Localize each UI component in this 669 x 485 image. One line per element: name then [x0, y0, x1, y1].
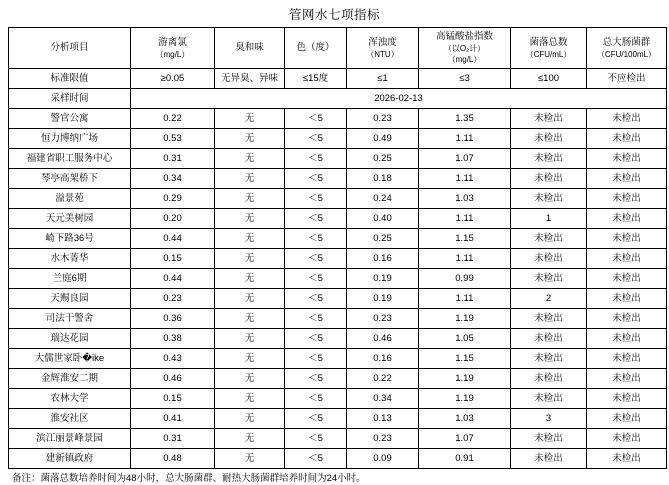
cell-turbidity: 0.13 — [347, 409, 419, 429]
standard-colony: ≤100 — [511, 69, 587, 89]
table-row — [9, 349, 667, 369]
cell-odor-taste: 无 — [215, 149, 285, 169]
column-header-color — [285, 28, 347, 69]
cell-site-name: 司法干警舍 — [9, 309, 131, 329]
cell-site-name: 滨江丽景峰景园 — [9, 429, 131, 449]
cell-site-name: 大儒世家卧�ike — [9, 349, 131, 369]
cell-color: ＜5 — [285, 149, 347, 169]
table-row — [9, 109, 667, 129]
cell-free-chlorine: 0.20 — [131, 209, 215, 229]
standard-coliform: 不应检出 — [587, 69, 667, 89]
cell-odor-taste: 无 — [215, 109, 285, 129]
cell-total-coliform: 未检出 — [587, 429, 667, 449]
table-row — [9, 329, 667, 349]
cell-site-name: 农林大学 — [9, 389, 131, 409]
cell-odor-taste: 无 — [215, 249, 285, 269]
cell-free-chlorine: 0.31 — [131, 149, 215, 169]
cell-free-chlorine: 0.29 — [131, 189, 215, 209]
table-row — [9, 449, 667, 469]
cell-turbidity: 0.16 — [347, 249, 419, 269]
cell-total-coliform: 未检出 — [587, 269, 667, 289]
cell-colony-count: 未检出 — [511, 349, 587, 369]
header-main-text: 臭和味 — [235, 42, 264, 53]
cell-colony-count: 3 — [511, 409, 587, 429]
cell-color: ＜5 — [285, 409, 347, 429]
cell-odor-taste: 无 — [215, 369, 285, 389]
cell-turbidity: 0.40 — [347, 209, 419, 229]
column-header-free-chlorine — [131, 28, 215, 69]
table-row — [9, 229, 667, 249]
cell-permanganate: 1.19 — [419, 389, 511, 409]
cell-odor-taste: 无 — [215, 289, 285, 309]
cell-colony-count: 未检出 — [511, 129, 587, 149]
cell-turbidity: 0.23 — [347, 309, 419, 329]
standard-free-chlorine: ≥0.05 — [131, 69, 215, 89]
header-main-text: 色（度） — [296, 42, 335, 53]
cell-total-coliform: 未检出 — [587, 329, 667, 349]
table-header — [9, 28, 667, 69]
cell-free-chlorine: 0.15 — [131, 249, 215, 269]
table-row — [9, 149, 667, 169]
column-header-analysis-item — [9, 28, 131, 69]
cell-turbidity: 0.09 — [347, 449, 419, 469]
cell-total-coliform: 未检出 — [587, 209, 667, 229]
cell-total-coliform: 未检出 — [587, 349, 667, 369]
column-header-odor-taste — [215, 28, 285, 69]
table-row — [9, 189, 667, 209]
page-title: 管网水七项指标 — [288, 8, 380, 22]
header-unit-text: （CFU/100mL） — [596, 49, 657, 59]
cell-free-chlorine: 0.43 — [131, 349, 215, 369]
cell-total-coliform: 未检出 — [587, 449, 667, 469]
column-header-total-coliform — [587, 28, 667, 69]
header-main-text: 高锰酸盐指数 — [435, 31, 493, 42]
table-row — [9, 409, 667, 429]
cell-total-coliform: 未检出 — [587, 109, 667, 129]
cell-turbidity: 0.34 — [347, 389, 419, 409]
cell-color: ＜5 — [285, 289, 347, 309]
cell-colony-count: 1 — [511, 209, 587, 229]
cell-color: ＜5 — [285, 429, 347, 449]
cell-odor-taste: 无 — [215, 329, 285, 349]
cell-site-name: 水木菁华 — [9, 249, 131, 269]
table-row — [9, 429, 667, 449]
cell-permanganate: 1.05 — [419, 329, 511, 349]
cell-colony-count: 未检出 — [511, 229, 587, 249]
cell-odor-taste: 无 — [215, 449, 285, 469]
cell-total-coliform: 未检出 — [587, 369, 667, 389]
header-main-text: 浑浊度 — [368, 36, 397, 48]
table-row — [9, 369, 667, 389]
cell-permanganate: 1.15 — [419, 349, 511, 369]
cell-permanganate: 1.19 — [419, 369, 511, 389]
table-row — [9, 269, 667, 289]
cell-free-chlorine: 0.48 — [131, 449, 215, 469]
footnote: 备注：菌落总数培养时间为48小时，总大肠菌群、耐热大肠菌群培养时间为24小时。 — [12, 473, 366, 484]
header-main-text: 游离氯 — [158, 36, 187, 48]
cell-total-coliform: 未检出 — [587, 169, 667, 189]
table-row — [9, 209, 667, 229]
header-main-text: 总大肠菌群 — [602, 36, 651, 48]
cell-site-name: 琴亭高架桥下 — [9, 169, 131, 189]
cell-colony-count: 未检出 — [511, 369, 587, 389]
cell-free-chlorine: 0.41 — [131, 409, 215, 429]
cell-free-chlorine: 0.31 — [131, 429, 215, 449]
cell-turbidity: 0.16 — [347, 349, 419, 369]
cell-total-coliform: 未检出 — [587, 189, 667, 209]
cell-color: ＜5 — [285, 389, 347, 409]
cell-color: ＜5 — [285, 449, 347, 469]
cell-permanganate: 1.03 — [419, 189, 511, 209]
cell-odor-taste: 无 — [215, 409, 285, 429]
table-row — [9, 249, 667, 269]
cell-total-coliform: 未检出 — [587, 409, 667, 429]
standard-turbidity: ≤1 — [347, 69, 419, 89]
cell-free-chlorine: 0.53 — [131, 129, 215, 149]
cell-colony-count: 未检出 — [511, 169, 587, 189]
cell-site-name: 溢景苑 — [9, 189, 131, 209]
cell-free-chlorine: 0.36 — [131, 309, 215, 329]
cell-total-coliform: 未检出 — [587, 389, 667, 409]
table-body — [9, 69, 667, 469]
column-header-colony-count — [511, 28, 587, 69]
cell-total-coliform: 未检出 — [587, 249, 667, 269]
cell-colony-count: 未检出 — [511, 429, 587, 449]
cell-odor-taste: 无 — [215, 389, 285, 409]
cell-odor-taste: 无 — [215, 309, 285, 329]
cell-free-chlorine: 0.44 — [131, 269, 215, 289]
standard-limit-row — [9, 69, 667, 89]
cell-odor-taste: 无 — [215, 269, 285, 289]
cell-turbidity: 0.19 — [347, 289, 419, 309]
cell-free-chlorine: 0.38 — [131, 329, 215, 349]
cell-site-name: 瑞达花园 — [9, 329, 131, 349]
cell-color: ＜5 — [285, 349, 347, 369]
cell-color: ＜5 — [285, 269, 347, 289]
cell-colony-count: 未检出 — [511, 149, 587, 169]
cell-permanganate: 1.03 — [419, 409, 511, 429]
cell-permanganate: 1.11 — [419, 289, 511, 309]
cell-permanganate: 0.99 — [419, 269, 511, 289]
header-row — [9, 28, 667, 69]
cell-color: ＜5 — [285, 109, 347, 129]
cell-odor-taste: 无 — [215, 209, 285, 229]
cell-color: ＜5 — [285, 129, 347, 149]
cell-free-chlorine: 0.34 — [131, 169, 215, 189]
cell-turbidity: 0.49 — [347, 129, 419, 149]
cell-site-name: 崎下路36号 — [9, 229, 131, 249]
cell-total-coliform: 未检出 — [587, 149, 667, 169]
cell-turbidity: 0.22 — [347, 369, 419, 389]
cell-turbidity: 0.18 — [347, 169, 419, 189]
cell-site-name: 淮安社区 — [9, 409, 131, 429]
cell-colony-count: 未检出 — [511, 449, 587, 469]
cell-odor-taste: 无 — [215, 169, 285, 189]
header-unit-text: （mg/L） — [155, 49, 190, 59]
cell-colony-count: 未检出 — [511, 389, 587, 409]
header-unit-text: （CFU/mL） — [525, 49, 572, 59]
cell-total-coliform: 未检出 — [587, 229, 667, 249]
column-header-turbidity — [347, 28, 419, 69]
cell-free-chlorine: 0.22 — [131, 109, 215, 129]
cell-permanganate: 1.35 — [419, 109, 511, 129]
cell-site-name: 兰庭6期 — [9, 269, 131, 289]
cell-color: ＜5 — [285, 309, 347, 329]
cell-turbidity: 0.46 — [347, 329, 419, 349]
cell-permanganate: 1.11 — [419, 249, 511, 269]
cell-site-name: 金辉淮安二期 — [9, 369, 131, 389]
table-row — [9, 129, 667, 149]
cell-permanganate: 1.07 — [419, 429, 511, 449]
cell-colony-count: 2 — [511, 289, 587, 309]
sample-date-value: 2026-02-13 — [131, 89, 667, 109]
cell-permanganate: 1.15 — [419, 229, 511, 249]
cell-site-name: 福建省职工服务中心 — [9, 149, 131, 169]
cell-permanganate: 1.19 — [419, 309, 511, 329]
cell-odor-taste: 无 — [215, 129, 285, 149]
header-unit-text-line2: （mg/L） — [447, 55, 482, 64]
cell-color: ＜5 — [285, 209, 347, 229]
cell-turbidity: 0.25 — [347, 229, 419, 249]
row-label: 标准限值 — [9, 69, 131, 89]
column-header-permanganate-index — [419, 28, 511, 69]
header-main-text: 分析项目 — [50, 42, 89, 53]
cell-odor-taste: 无 — [215, 429, 285, 449]
cell-colony-count: 未检出 — [511, 249, 587, 269]
cell-free-chlorine: 0.46 — [131, 369, 215, 389]
cell-free-chlorine: 0.15 — [131, 389, 215, 409]
table-row — [9, 169, 667, 189]
cell-turbidity: 0.25 — [347, 149, 419, 169]
cell-total-coliform: 未检出 — [587, 129, 667, 149]
cell-turbidity: 0.23 — [347, 429, 419, 449]
cell-turbidity: 0.19 — [347, 269, 419, 289]
cell-color: ＜5 — [285, 369, 347, 389]
standard-permanganate: ≤3 — [419, 69, 511, 89]
header-unit-text-line1: （以O₂计） — [443, 44, 486, 53]
cell-odor-taste: 无 — [215, 189, 285, 209]
cell-color: ＜5 — [285, 169, 347, 189]
cell-permanganate: 1.11 — [419, 129, 511, 149]
cell-permanganate: 1.11 — [419, 169, 511, 189]
header-main-text: 菌落总数 — [529, 36, 568, 48]
cell-turbidity: 0.23 — [347, 109, 419, 129]
sample-time-row — [9, 89, 667, 109]
cell-site-name: 天赐良园 — [9, 289, 131, 309]
cell-colony-count: 未检出 — [511, 329, 587, 349]
cell-site-name: 恒力博纳广场 — [9, 129, 131, 149]
cell-colony-count: 未检出 — [511, 269, 587, 289]
cell-color: ＜5 — [285, 329, 347, 349]
cell-odor-taste: 无 — [215, 349, 285, 369]
cell-turbidity: 0.24 — [347, 189, 419, 209]
table-row — [9, 309, 667, 329]
water-quality-table — [8, 27, 667, 469]
cell-free-chlorine: 0.44 — [131, 229, 215, 249]
cell-total-coliform: 未检出 — [587, 309, 667, 329]
standard-color: ≤15度 — [285, 69, 347, 89]
cell-colony-count: 未检出 — [511, 309, 587, 329]
standard-odor-taste: 无异臭、异味 — [215, 69, 285, 89]
cell-color: ＜5 — [285, 229, 347, 249]
cell-permanganate: 1.11 — [419, 209, 511, 229]
cell-color: ＜5 — [285, 249, 347, 269]
cell-site-name: 建新镇政府 — [9, 449, 131, 469]
cell-free-chlorine: 0.23 — [131, 289, 215, 309]
table-row — [9, 289, 667, 309]
cell-permanganate: 0.91 — [419, 449, 511, 469]
cell-total-coliform: 未检出 — [587, 289, 667, 309]
header-unit-text: （NTU） — [366, 49, 399, 59]
cell-color: ＜5 — [285, 189, 347, 209]
row-label: 采样时间 — [9, 89, 131, 109]
cell-permanganate: 1.07 — [419, 149, 511, 169]
cell-site-name: 警官公寓 — [9, 109, 131, 129]
cell-colony-count: 未检出 — [511, 189, 587, 209]
table-row — [9, 389, 667, 409]
cell-odor-taste: 无 — [215, 229, 285, 249]
cell-colony-count: 未检出 — [511, 109, 587, 129]
cell-site-name: 天元美树园 — [9, 209, 131, 229]
